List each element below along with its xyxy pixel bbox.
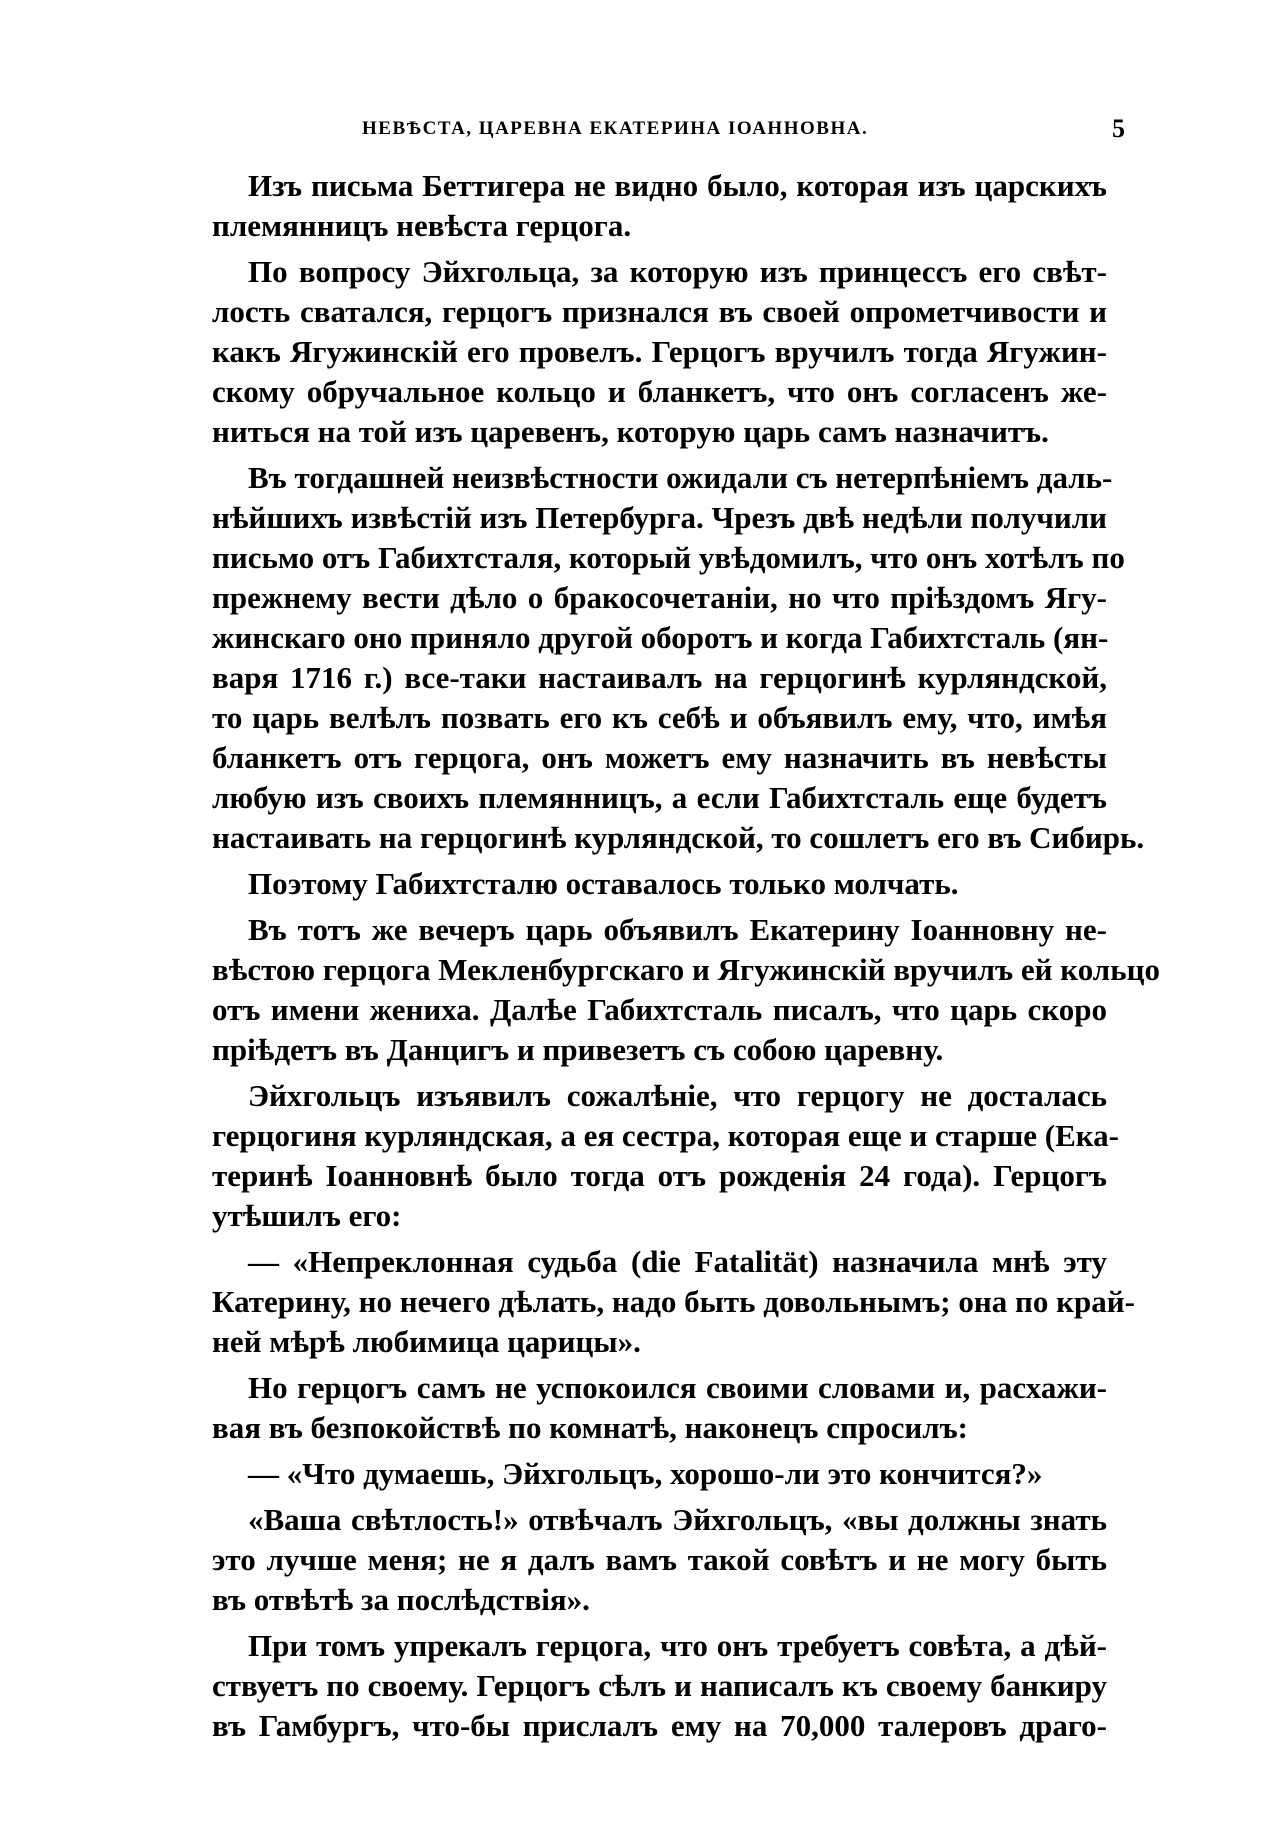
paragraph bbox=[212, 252, 1107, 452]
text-line: — «Что думаешь, Эйхгольцъ, хорошо-ли это кончится?» bbox=[248, 1456, 1043, 1491]
text-line: прежнему вести дѣло о бракосочетаніи, но что пріѣздомъ Ягу- bbox=[212, 580, 1107, 615]
text-line: вая въ безпокойствѣ по комнатѣ, наконецъ спросилъ: bbox=[212, 1410, 968, 1445]
text-line: Изъ письма Беттигера не видно было, которая изъ царскихъ bbox=[248, 168, 1107, 203]
text-line: племянницъ невѣста герцога. bbox=[212, 208, 632, 243]
paragraph bbox=[212, 1076, 1119, 1236]
text-line: любую изъ своихъ племянницъ, а если Габихтсталь еще будетъ bbox=[212, 780, 1107, 815]
text-line: то царь велѣлъ позвать его къ себѣ и объявилъ ему, что, имѣя bbox=[212, 700, 1107, 735]
text-line: это лучше меня; не я далъ вамъ такой совѣтъ и не могу быть bbox=[212, 1542, 1107, 1577]
text-line: нѣйшихъ извѣстій изъ Петербурга. Чрезъ двѣ недѣли получили bbox=[212, 500, 1107, 535]
page-body bbox=[212, 166, 1160, 1746]
text-line: ней мѣрѣ любимица царицы». bbox=[212, 1324, 641, 1359]
text-line: Въ тотъ же вечеръ царь объявилъ Екатерину Іоанновну не- bbox=[248, 912, 1107, 947]
text-line: пріѣдетъ въ Данцигъ и привезетъ съ собою царевну. bbox=[212, 1032, 944, 1067]
running-title: НЕВѢСТА, ЦАРЕВНА ЕКАТЕРИНА ІОАННОВНА. bbox=[362, 118, 869, 139]
text-line: Поэтому Габихтсталю оставалось только молчать. bbox=[248, 866, 959, 901]
paragraph bbox=[212, 1454, 1107, 1494]
text-line: какъ Ягужинскій его провелъ. Герцогъ вручилъ тогда Ягужин- bbox=[212, 334, 1107, 369]
text-line: скому обручальное кольцо и бланкетъ, что онъ согласенъ же- bbox=[212, 374, 1107, 409]
text-line: По вопросу Эйхгольца, за которую изъ принцессъ его свѣт- bbox=[248, 254, 1107, 289]
text-line: При томъ упрекалъ герцога, что онъ требуетъ совѣта, а дѣй- bbox=[248, 1628, 1107, 1663]
text-line: въ отвѣтѣ за послѣдствія». bbox=[212, 1582, 590, 1617]
text-line: — «Непреклонная судьба (die Fatalität) назначила мнѣ эту bbox=[248, 1244, 1107, 1279]
text-line: теринѣ Іоанновнѣ было тогда отъ рожденія 24 года). Герцогъ bbox=[212, 1158, 1107, 1193]
paragraph bbox=[212, 1500, 1107, 1620]
text-line: ствуетъ по своему. Герцогъ сѣлъ и написалъ къ своему банкиру bbox=[212, 1668, 1107, 1703]
text-line: письмо отъ Габихтсталя, который увѣдомилъ, что онъ хотѣлъ по bbox=[212, 540, 1125, 575]
text-line: Эйхгольцъ изъявилъ сожалѣніе, что герцогу не досталась bbox=[248, 1078, 1107, 1113]
text-line: жинскаго оно приняло другой оборотъ и когда Габихтсталь (ян- bbox=[212, 620, 1109, 655]
text-line: варя 1716 г.) все-таки настаивалъ на герцогинѣ курляндской, bbox=[212, 660, 1107, 695]
text-line: отъ имени жениха. Далѣе Габихтсталь писалъ, что царь скоро bbox=[212, 992, 1107, 1027]
text-line: вѣстою герцога Мекленбургскаго и Ягужинскій вручилъ ей кольцо bbox=[212, 952, 1160, 987]
text-line: Въ тогдашней неизвѣстности ожидали съ нетерпѣніемъ даль- bbox=[248, 460, 1113, 495]
text-line: ниться на той изъ царевенъ, которую царь самъ назначитъ. bbox=[212, 414, 1049, 449]
paragraph bbox=[212, 1626, 1107, 1746]
text-line: Катерину, но нечего дѣлать, надо быть довольнымъ; она по край- bbox=[212, 1284, 1135, 1319]
paragraph bbox=[212, 1242, 1135, 1362]
paragraph bbox=[212, 166, 1107, 246]
paragraph bbox=[212, 910, 1160, 1070]
text-line: въ Гамбургъ, что-бы прислалъ ему на 70,000 талеровъ драго- bbox=[212, 1708, 1107, 1743]
paragraph bbox=[212, 1368, 1107, 1448]
text-line: лость сватался, герцогъ признался въ своей опрометчивости и bbox=[212, 294, 1107, 329]
text-line: Но герцогъ самъ не успокоился своими словами и, расхажи- bbox=[248, 1370, 1107, 1405]
page-header bbox=[212, 114, 1125, 148]
text-line: герцогиня курляндская, а ея сестра, которая еще и старше (Ека- bbox=[212, 1118, 1119, 1153]
paragraph bbox=[212, 458, 1145, 858]
text-line: «Ваша свѣтлость!» отвѣчалъ Эйхгольцъ, «вы должны знать bbox=[248, 1502, 1107, 1537]
text-line: бланкетъ отъ герцога, онъ можетъ ему назначить въ невѣсты bbox=[212, 740, 1107, 775]
text-line: настаивать на герцогинѣ курляндской, то сошлетъ его въ Сибирь. bbox=[212, 820, 1145, 855]
text-line: утѣшилъ его: bbox=[212, 1198, 402, 1233]
page-number: 5 bbox=[1112, 114, 1125, 143]
paragraph bbox=[212, 864, 1107, 904]
